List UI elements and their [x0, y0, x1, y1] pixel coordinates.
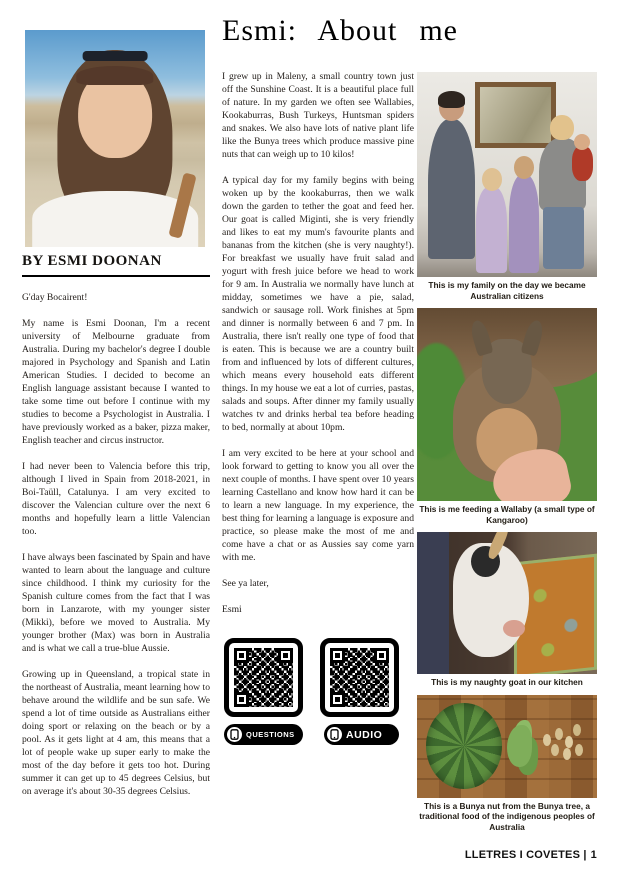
- qr-pattern: [330, 648, 389, 707]
- audio-qr-code[interactable]: [320, 638, 399, 717]
- greeting-text: G'day Bocairent!: [22, 292, 88, 303]
- qr-finder-icon: [234, 692, 249, 707]
- questions-button-label: QUESTIONS: [246, 730, 295, 739]
- goat-photo-caption: This is my naughty goat in our kitchen: [431, 677, 583, 687]
- child-shape: [509, 175, 540, 273]
- qr-finder-icon: [330, 692, 345, 707]
- main-paragraph-1: I grew up in Maleny, a small country town just off the Sunshine Coast. It is a beautiful place full of nature. In my garden we often see Wallabies, Kookaburras, Bush Turkeys, Huntsman spiders and snakes. We also have lots of native plant life like the Bunya trees which produce massive pine nuts that can weigh up to 10 kilos!: [222, 71, 414, 160]
- page-footer: [465, 849, 597, 861]
- qr-pattern: [234, 648, 293, 707]
- family-photo-caption: This is my family on the day we became Australian citizens: [428, 280, 586, 301]
- bunya-photo-caption: This is a Bunya nut from the Bunya tree, a traditional food of the indigenous peoples of Australia: [419, 800, 595, 832]
- left-paragraph-3: I have always been fascinated by Spain and have wanted to learn about the language and culture since childhood. I think my curiosity for the Spanish culture comes from the fact that I was born in Lanzarote, with my younger sister (Mikki), before we moved to Australia. My younger brother (Max) was born in Australia and is what we call a true-blue Aussie.: [22, 552, 210, 654]
- family-photo-figure: [417, 72, 597, 301]
- main-paragraph-3: I am very excited to be here at your school and look forward to getting to know you all over the next couple of months. I have spent over 10 years learning Castellano and know how hard it can be to learn a new language. In my experience, the best thing for learning a language is exposure and practice, so please make the most of me and come have a chat or as Aussies say come yarn with me.: [222, 448, 414, 563]
- left-column: [22, 30, 210, 811]
- qr-finder-icon: [374, 648, 389, 663]
- portrait-fringe-shape: [76, 66, 153, 86]
- qr-finder-icon: [330, 648, 345, 663]
- main-column: [222, 14, 458, 745]
- bunya-photo-figure: [417, 695, 597, 833]
- child-shape: [476, 187, 507, 273]
- left-paragraph-2: I had never been to Valencia before this trip, although I lived in Spain from 2018-2021, in Boi-Taüll, Catalunya. I am very excited to discover the Valencian culture over the next 6 months and hopefully learn a little Valencian too.: [22, 461, 210, 537]
- sunglasses-shape: [83, 51, 148, 62]
- baby-shape: [572, 146, 594, 181]
- wallaby-photo-figure: [417, 308, 597, 525]
- signature-text: Esmi: [222, 604, 242, 615]
- qr-code-row: [224, 638, 414, 717]
- byline: BY ESMI DOONAN: [22, 253, 162, 269]
- footer-label: LLETRES I COVETES |: [464, 849, 587, 861]
- qr-button-row: [224, 724, 414, 745]
- page-title: Esmi: About me: [222, 14, 458, 47]
- main-paragraph-2: A typical day for my family begins with being woken up by the kookaburras, then we walk down the garden to tether the goat and feed her. Our goat is called Miginti, she is very friendly and likes to eat my mum's favourite plants and bananas from the kitchen (she is very naughty!). For breakfast we usually have fruit salad and yogurt with fresh juice before we head to work for 9 am. In Australia we normally have lunch at midday, sometimes we have a pie, salad, sandwich or sausage roll. Work finishes at 5pm and dinner is normally between 6 and 7 pm. In Australia, there isn't really one type of food that is eaten. This is because we are a country built from and influenced by lots of different cultures, which means every household eats different things. In my house we eat a lot of curries, pastas, salads and soups. After dinner my family usually watches tv and drinks herbal tea before heading to bed, normally at about 10pm.: [222, 175, 414, 433]
- family-photo: [417, 72, 597, 277]
- phone-icon: [227, 727, 242, 742]
- audio-button-label: AUDIO: [346, 728, 383, 741]
- questions-qr-code[interactable]: [224, 638, 303, 717]
- goat-photo: [417, 532, 597, 674]
- wallaby-photo-caption: This is me feeding a Wallaby (a small type of Kangaroo): [419, 504, 595, 525]
- wallaby-photo: [417, 308, 597, 501]
- page-number: 1: [590, 849, 597, 861]
- phone-icon: [327, 727, 342, 742]
- bunya-cone-shape: [426, 703, 502, 790]
- father-shape: [428, 119, 475, 258]
- byline-divider: [22, 275, 210, 277]
- goat-photo-figure: [417, 532, 597, 688]
- questions-button[interactable]: [224, 724, 303, 745]
- qr-finder-icon: [234, 648, 249, 663]
- nuts-shape: [543, 734, 551, 746]
- signoff-text: See ya later,: [222, 578, 269, 589]
- bunya-nut-photo: [417, 695, 597, 798]
- esmi-portrait-photo: [25, 30, 205, 247]
- photo-column: [417, 72, 597, 839]
- picture-frame-shape: [475, 82, 556, 148]
- audio-button[interactable]: [324, 724, 399, 745]
- left-paragraph-1: My name is Esmi Doonan, I'm a recent university of Melbourne graduate from Australia. During my bachelor's degree I double majored in Psychology and Spanish and Latin American Studies. I decided to become an English language assistant because I wanted to take some time out before I continue with my studies to become a Psychologist in Australia. I have previously worked as a baker, pizza maker, English teacher and circus instructor.: [22, 318, 210, 446]
- left-paragraph-4: Growing up in Queensland, a tropical state in the northeast of Australia, meant learning how to behave around the wildlife and be sun safe. We spend a lot of time outside as Australians either doing sport or relaxing on the beach or by a pool. As it gets light at 4 am, this means that a lot of people wake up super early to make the most of the day before it gets too hot. During summer it can get up to 45 degrees Celsius, but on average it's about 30-35 degrees Celsius.: [22, 669, 210, 797]
- qr-finder-icon: [278, 648, 293, 663]
